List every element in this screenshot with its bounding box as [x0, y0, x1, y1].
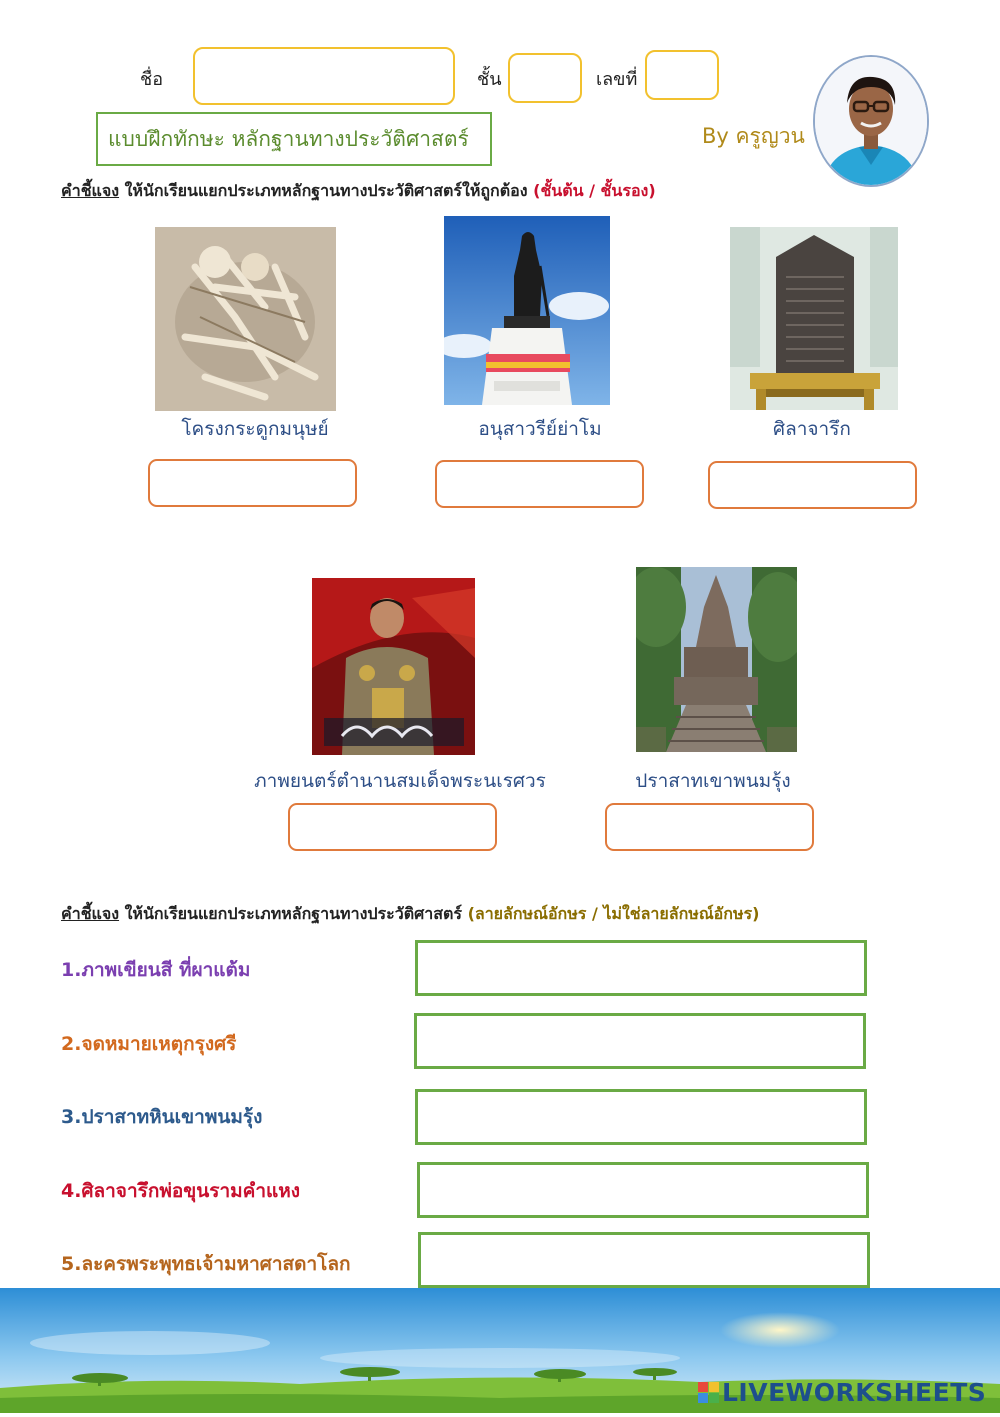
- instruction-1-options: (ชั้นต้น / ชั้นรอง): [533, 181, 656, 200]
- answer-field-q3[interactable]: [415, 1089, 867, 1145]
- skeleton-photo: [155, 227, 336, 411]
- answer-field-movie[interactable]: [288, 803, 497, 851]
- answer-field-skeleton[interactable]: [148, 459, 357, 507]
- class-label: ชั้น: [477, 69, 502, 90]
- answer-field-statue[interactable]: [435, 460, 644, 508]
- temple-photo: [636, 567, 797, 752]
- answer-field-q2[interactable]: [414, 1013, 866, 1069]
- answer-field-q5[interactable]: [418, 1232, 870, 1288]
- answer-field-q1[interactable]: [415, 940, 867, 996]
- movie-poster-photo: [312, 578, 475, 755]
- answer-field-inscription[interactable]: [708, 461, 917, 509]
- inscription-photo: [730, 227, 898, 410]
- instruction-2: [61, 902, 759, 927]
- brand-mark-icon: [698, 1382, 719, 1403]
- instruction-1-label: คำชี้แจง: [61, 181, 120, 200]
- instruction-1: [61, 179, 656, 204]
- answer-field-temple[interactable]: [605, 803, 814, 851]
- avatar: [813, 55, 929, 187]
- answer-field-q4[interactable]: [417, 1162, 869, 1218]
- caption-statue: อนุสาวรีย์ย่าโม: [478, 418, 602, 440]
- author-label: By ครูญวน: [702, 124, 805, 148]
- worksheet-title: แบบฝึกทักษะ หลักฐานทางประวัติศาสตร์: [96, 112, 492, 166]
- class-field[interactable]: [508, 53, 582, 103]
- instruction-1-text: ให้นักเรียนแยกประเภทหลักฐานทางประวัติศาสตร์ให้ถูกต้อง: [119, 181, 534, 200]
- name-label: ชื่อ: [140, 69, 164, 90]
- question-5: 5.ละครพระพุทธเจ้ามหาศาสดาโลก: [61, 1253, 351, 1275]
- statue-photo: [444, 216, 610, 405]
- question-1: 1.ภาพเขียนสี ที่ผาแต้ม: [61, 959, 251, 981]
- teacher-portrait-icon: [815, 57, 927, 185]
- brand-name: LIVEWORKSHEETS: [722, 1378, 987, 1407]
- instruction-2-text: ให้นักเรียนแยกประเภทหลักฐานทางประวัติศาสตร์: [119, 904, 468, 923]
- instruction-2-options: (ลายลักษณ์อักษร / ไม่ใช่ลายลักษณ์อักษร): [467, 904, 760, 923]
- caption-temple: ปราสาทเขาพนมรุ้ง: [635, 770, 791, 792]
- question-4: 4.ศิลาจารึกพ่อขุนรามคำแหง: [61, 1180, 301, 1202]
- caption-movie: ภาพยนตร์ตำนานสมเด็จพระนเรศวร: [254, 770, 546, 792]
- question-3: 3.ปราสาทหินเขาพนมรุ้ง: [61, 1106, 263, 1128]
- caption-skeleton: โครงกระดูกมนุษย์: [181, 418, 329, 440]
- number-field[interactable]: [645, 50, 719, 100]
- instruction-2-label: คำชี้แจง: [61, 904, 120, 923]
- caption-inscription: ศิลาจารึก: [773, 418, 851, 440]
- brand-logo: [698, 1378, 986, 1407]
- number-label: เลขที่: [596, 69, 638, 90]
- name-field[interactable]: [193, 47, 455, 105]
- question-2: 2.จดหมายเหตุกรุงศรี: [61, 1033, 237, 1055]
